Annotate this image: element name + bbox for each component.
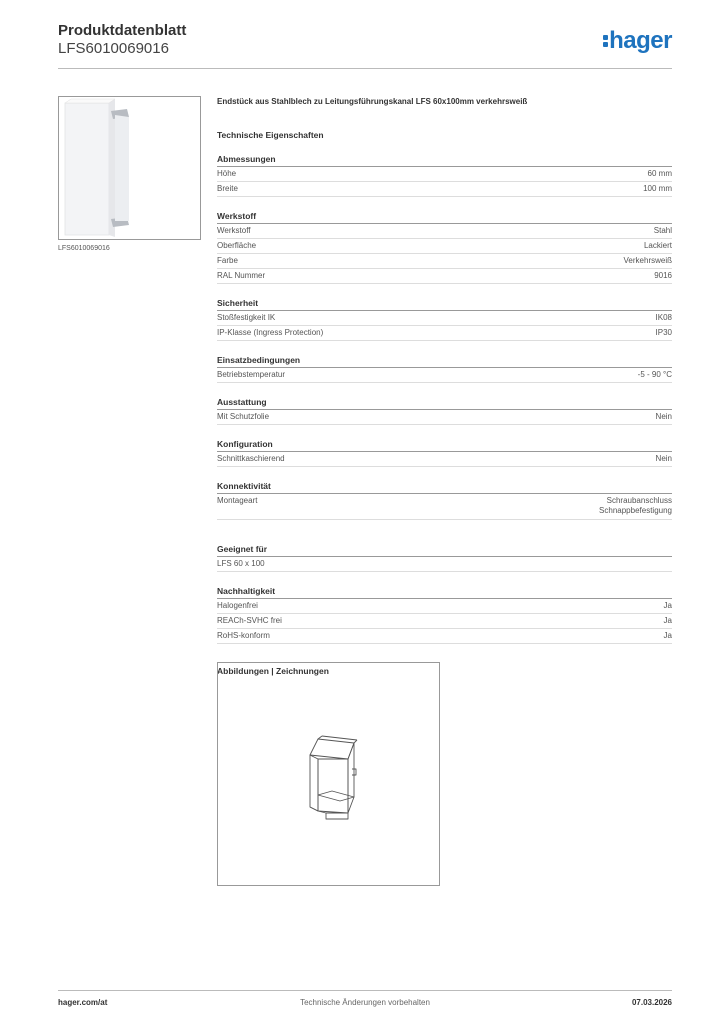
spec-label: Stoßfestigkeit IK — [217, 313, 276, 322]
product-thumbnail — [58, 96, 201, 240]
spec-group-sustainability — [217, 586, 672, 644]
spec-row — [217, 629, 672, 644]
spec-row — [217, 167, 672, 182]
spec-row — [217, 326, 672, 341]
spec-label: REACh-SVHC frei — [217, 616, 282, 625]
spec-label: RAL Nummer — [217, 271, 266, 280]
spec-value: 100 mm — [643, 184, 672, 193]
spec-value: Verkehrsweiß — [623, 256, 672, 265]
spec-label: Werkstoff — [217, 226, 251, 235]
document-title: Produktdatenblatt — [58, 22, 187, 39]
spec-label: IP-Klasse (Ingress Protection) — [217, 328, 324, 337]
spec-row — [217, 311, 672, 326]
spec-value: -5 - 90 °C — [637, 370, 672, 379]
logo-text: hager — [609, 27, 672, 54]
page-header — [58, 22, 672, 70]
spec-row — [217, 614, 672, 629]
disclaimer: Technische Änderungen vorbehalten — [300, 998, 430, 1007]
specification-column — [217, 96, 672, 676]
spec-row — [217, 452, 672, 467]
header-divider — [58, 68, 672, 69]
spec-label: Montageart — [217, 496, 258, 505]
spec-value: IK08 — [655, 313, 672, 322]
spec-group-suitable-for — [217, 544, 672, 572]
product-number: LFS6010069016 — [58, 40, 169, 57]
spec-row — [217, 269, 672, 284]
spec-value: Nein — [655, 412, 672, 421]
logo-colon-icon — [603, 34, 608, 48]
spec-row — [217, 254, 672, 269]
spec-group-connectivity — [217, 481, 672, 520]
spec-value — [599, 496, 672, 517]
spec-label: Oberfläche — [217, 241, 257, 250]
spec-group-title: Einsatzbedingungen — [217, 355, 672, 368]
hager-logo[interactable] — [603, 26, 672, 56]
document-date: 07.03.2026 — [631, 998, 672, 1007]
product-title: Endstück aus Stahlblech zu Leitungsführungskanal LFS 60x100mm verkehrsweiß — [217, 97, 528, 106]
spec-value: Ja — [663, 631, 672, 640]
spec-row — [217, 557, 672, 572]
spec-group-title: Geeignet für — [217, 544, 672, 557]
thumbnail-caption: LFS6010069016 — [58, 245, 110, 252]
spec-value-line: Schnappbefestigung — [599, 506, 672, 515]
spec-group-title: Sicherheit — [217, 298, 672, 311]
spec-label: Breite — [217, 184, 238, 193]
spec-row — [217, 494, 672, 520]
spec-row — [217, 410, 672, 425]
spec-value: IP30 — [655, 328, 672, 337]
spec-row — [217, 599, 672, 614]
spec-label: Mit Schutzfolie — [217, 412, 270, 421]
spec-group-title: Ausstattung — [217, 397, 672, 410]
spec-label: LFS 60 x 100 — [217, 559, 265, 568]
spec-label: RoHS-konform — [217, 631, 270, 640]
spec-label: Höhe — [217, 169, 237, 178]
spec-value: 60 mm — [647, 169, 672, 178]
technical-drawing — [217, 662, 440, 886]
spec-row — [217, 239, 672, 254]
spec-label: Schnittkaschierend — [217, 454, 285, 463]
spec-value: Ja — [663, 616, 672, 625]
spec-value: Stahl — [653, 226, 672, 235]
spec-label: Halogenfrei — [217, 601, 258, 610]
spec-value-line: Schraubanschluss — [606, 496, 672, 505]
spec-group-configuration — [217, 439, 672, 467]
figures-heading: Abbildungen | Zeichnungen — [217, 666, 329, 676]
spec-group-safety — [217, 298, 672, 341]
spec-group-title: Konnektivität — [217, 481, 672, 494]
end-cap-image-icon — [59, 97, 200, 239]
spec-group-equipment — [217, 397, 672, 425]
end-cap-drawing-icon — [218, 663, 439, 885]
spec-value: 9016 — [654, 271, 672, 280]
spec-label: Betriebstemperatur — [217, 370, 286, 379]
spec-value: Lackiert — [643, 241, 672, 250]
spec-row — [217, 224, 672, 239]
spec-value: Ja — [663, 601, 672, 610]
spec-row — [217, 182, 672, 197]
spec-group-dimensions — [217, 154, 672, 197]
spec-group-operating-conditions — [217, 355, 672, 383]
spec-group-title: Werkstoff — [217, 211, 672, 224]
technical-properties-heading: Technische Eigenschaften — [217, 130, 324, 140]
spec-value: Nein — [655, 454, 672, 463]
footer-divider — [58, 990, 672, 991]
spec-group-title: Konfiguration — [217, 439, 672, 452]
spec-group-title: Abmessungen — [217, 154, 672, 167]
spec-label: Farbe — [217, 256, 238, 265]
website-link[interactable]: hager.com/at — [58, 998, 108, 1007]
spec-group-title: Nachhaltigkeit — [217, 586, 672, 599]
spec-row — [217, 368, 672, 383]
spec-group-material — [217, 211, 672, 284]
